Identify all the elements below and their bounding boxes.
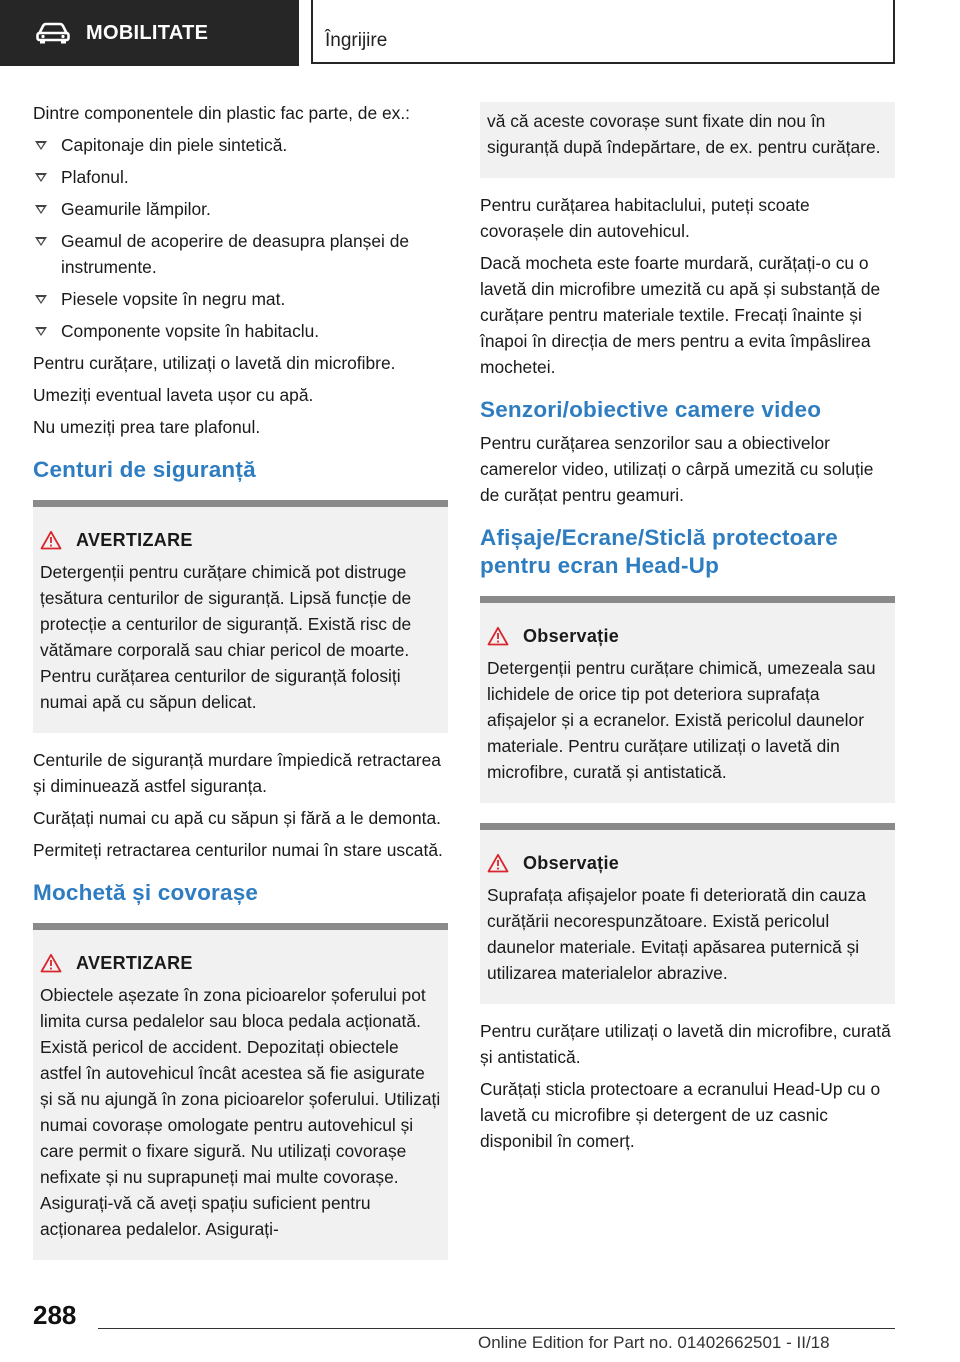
- warning-title-row: [40, 950, 441, 976]
- warning-triangle-icon: [40, 530, 62, 550]
- carpets-heading: Mochetă și covorașe: [33, 880, 259, 905]
- list-item: Componente vopsite în habitaclu.: [33, 318, 448, 344]
- warning-title-row: [40, 527, 441, 553]
- warning-title: AVERTIZARE: [76, 530, 193, 550]
- paragraph: Nu umeziți prea tare plafonul.: [33, 417, 261, 437]
- list-item: Capitonaje din piele sintetică.: [33, 132, 448, 158]
- list-item: Geamurile lămpilor.: [33, 196, 448, 222]
- paragraph: Umeziți eventual laveta ușor cu apă.: [33, 385, 314, 405]
- warning-title: AVERTIZARE: [76, 953, 193, 973]
- chapter-label: Îngrijire: [325, 30, 388, 51]
- paragraph: Pentru curățare, utilizați o lavetă din microfibre.: [33, 353, 396, 373]
- carpets-warning-box: [33, 923, 448, 1260]
- seatbelts-heading: Centuri de siguranță: [33, 457, 256, 482]
- page-header: [0, 0, 960, 66]
- notice-title-row: [487, 623, 888, 649]
- warning-triangle-icon: [40, 953, 62, 973]
- displays-notice-box-1: [480, 596, 895, 803]
- paragraph: Curățați numai cu apă cu săpun și fără a le demonta.: [33, 808, 441, 828]
- paragraph: Curățați sticla protectoare a ecranului Head-Up cu o lavetă cu microfibre și detergent de uz casnic disponibil în comerț.: [480, 1079, 881, 1151]
- footer-divider: [98, 1328, 895, 1329]
- car-icon: [36, 22, 70, 44]
- warning-text: Detergenții pentru curățare chimică pot distruge țesătura centurilor de siguranță. Lipsă funcție de protecție a centurilor de siguranță. Există risc de vătămare corporală sau chiar pericol de moarte. Pentru curățarea centurilor de siguranță folosiți numai apă cu săpun delicat.: [40, 562, 412, 712]
- warning-text: Obiectele așezate în zona picioarelor șoferului pot limita cursa pedalelor sau bloca pedala acționată. Există pericol de accident. Depozitați obiectele astfel în autovehicul încât acestea să fie asigurate și să nu ajungă în zona picioarelor șoferului. Utilizați numai covorașe omologate pentru autovehicul și care permit o fixare sigură. Nu utilizați covorașe nefixate și nu suprapuneți mai multe covorașe. Asigurați-vă că aveți spațiu suficient pentru acționarea pedalelor. Asigurați-: [40, 985, 441, 1239]
- right-column: [480, 102, 895, 1160]
- warning-triangle-icon: [487, 853, 509, 873]
- paragraph: Dacă mocheta este foarte murdară, curățați-o cu o lavetă din microfibre umezită cu apă și substanță de curățare pentru materiale textile. Frecați înainte și înapoi în direcția de mers pentru a evita împâslirea mochetei.: [480, 253, 881, 377]
- plastic-intro: Dintre componentele din plastic fac parte, de ex.:: [33, 103, 411, 123]
- notice-title: Observație: [523, 853, 620, 873]
- left-column: [33, 100, 448, 1274]
- carpets-warning-continued: [480, 102, 895, 178]
- paragraph: Permiteți retractarea centurilor numai în stare uscată.: [33, 840, 443, 860]
- footer-edition: Online Edition for Part no. 01402662501 - II/18: [478, 1333, 830, 1352]
- paragraph: Pentru curățare utilizați o lavetă din microfibre, curată și antistatică.: [480, 1021, 891, 1067]
- section-label: MOBILITATE: [86, 21, 209, 44]
- paragraph: Pentru curățarea habitaclului, puteți scoate covorașele din autovehicul.: [480, 195, 810, 241]
- displays-notice-box-2: [480, 823, 895, 1004]
- notice-title: Observație: [523, 626, 620, 646]
- page-number: 288: [33, 1300, 77, 1330]
- list-item: Plafonul.: [33, 164, 448, 190]
- sensors-heading: Senzori/obiective camere video: [480, 397, 822, 422]
- warning-text: vă că aceste covorașe sunt fixate din nou în siguranță după îndepărtare, de ex. pentru curățare.: [487, 111, 881, 157]
- paragraph: Pentru curățarea senzorilor sau a obiectivelor camerelor video, utilizați o cârpă umezită cu soluție de curățat pentru geamuri.: [480, 433, 874, 505]
- notice-text: Detergenții pentru curățare chimică, umezeala sau lichidele de orice tip pot deteriora suprafața afișajelor și a ecranelor. Există pericolul daunelor materiale. Pentru curățare utilizați o lavetă din microfibre, curată și antistatică.: [487, 658, 876, 782]
- paragraph: Centurile de siguranță murdare împiedică retractarea și diminuează astfel siguranța.: [33, 750, 441, 796]
- list-item: Geamul de acoperire de deasupra planșei de instrumente.: [33, 228, 448, 280]
- list-item: Piesele vopsite în negru mat.: [33, 286, 448, 312]
- notice-text: Suprafața afișajelor poate fi deteriorată din cauza curățării necorespunzătoare. Există pericolul daunelor materiale. Evitați apăsarea puternică și utilizarea materialelor abrazive.: [487, 885, 866, 983]
- warning-triangle-icon: [487, 626, 509, 646]
- plastic-list: [33, 132, 448, 344]
- section-tab[interactable]: [0, 0, 299, 66]
- notice-title-row: [487, 850, 888, 876]
- seatbelts-warning-box: [33, 500, 448, 733]
- displays-heading: Afișaje/Ecrane/Sticlă protectoare pentru ecran Head-Up: [480, 525, 838, 578]
- chapter-tab[interactable]: [311, 0, 895, 64]
